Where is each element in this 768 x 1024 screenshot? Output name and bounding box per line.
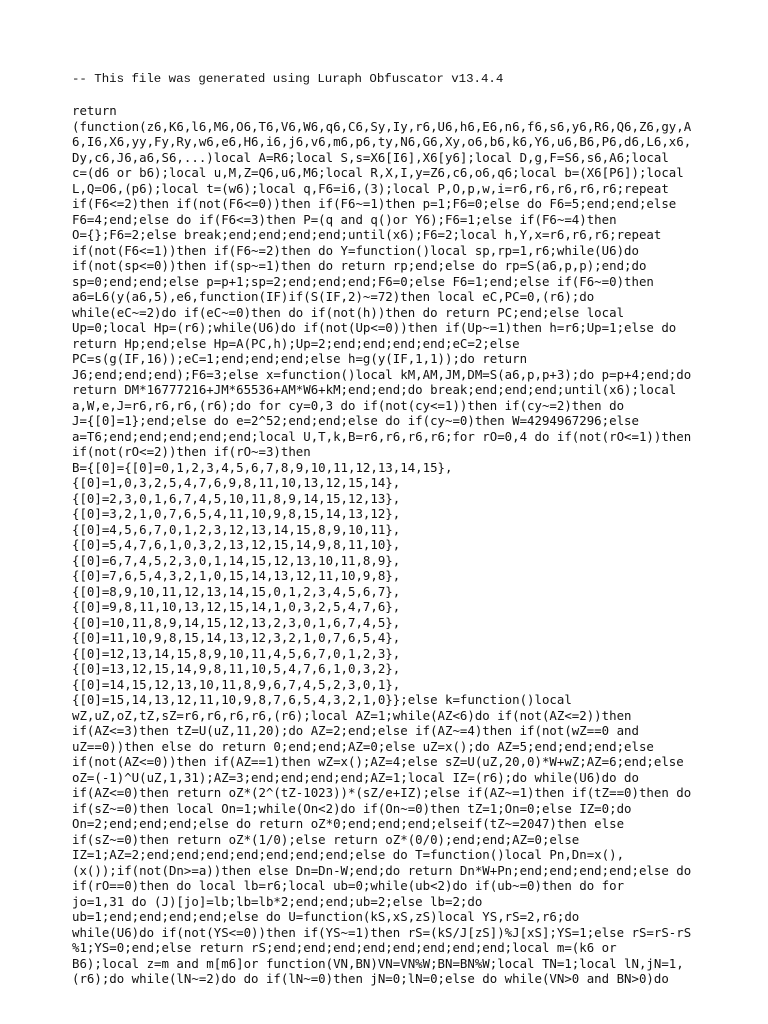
code-line: O={};F6=2;else break;end;end;end;end;until(x6);F6=2;local h,Y,x=r6,r6,r6;repeat: [72, 227, 662, 242]
code-line: {[0]=9,8,11,10,13,12,15,14,1,0,3,2,5,4,7,6},: [72, 599, 401, 614]
code-line: On=2;end;end;end;else do return oZ*0;end;end;end;elseif(tZ~=2047)then else: [72, 816, 625, 831]
code-line: {[0]=7,6,5,4,3,2,1,0,15,14,13,12,11,10,9,8},: [72, 568, 401, 583]
code-line: (r6);do while(lN~=2)do do if(lN~=0)then jN=0;lN=0;else do while(VN>0 and BN>0)do: [72, 971, 669, 986]
code-line: if(sZ~=0)then local On=1;while(On<2)do if(On~=0)then tZ=1;On=0;else IZ=0;do: [72, 800, 632, 816]
code-line: if(rO==0)then do local lb=r6;local ub=0;while(ub<2)do if(ub~=0)then do for: [72, 878, 625, 893]
code-line: {[0]=6,7,4,5,2,3,0,1,14,15,12,13,10,11,8,9},: [72, 552, 401, 568]
code-line: if(not(sp<=0))then if(sp~=1)then do return rp;end;else do rp=S(a6,p,p);end;do: [72, 258, 647, 273]
code-line: B={[0]={[0]=0,1,2,3,4,5,6,7,8,9,10,11,12,13,14,15},: [72, 459, 453, 475]
code-line: {[0]=10,11,8,9,14,15,12,13,2,3,0,1,6,7,4,5},: [72, 614, 401, 630]
code-line: {[0]=3,2,1,0,7,6,5,4,11,10,9,8,15,14,13,12},: [72, 506, 401, 521]
code-line: (x());if(not(Dn>=a))then else Dn=Dn-W;end;do return Dn*W+Pn;end;end;end;end;else do: [72, 862, 692, 878]
code-line: PC=s(g(IF,16));eC=1;end;end;end;else h=g(y(IF,1,1));do return: [72, 351, 528, 366]
code-line: wZ,uZ,oZ,tZ,sZ=r6,r6,r6,r6,(r6);local AZ=1;while(AZ<6)do if(not(AZ<=2))then: [72, 707, 632, 723]
code-line: a=T6;end;end;end;end;end;local U,T,k,B=r6,r6,r6,r6;for rO=0,4 do if(not(rO<=1))then: [72, 428, 692, 444]
code-line: if(sZ~=0)then return oZ*(1/0);else return oZ*(0/0);end;end;AZ=0;else: [72, 831, 580, 847]
code-line: {[0]=12,13,14,15,8,9,10,11,4,5,6,7,0,1,2,3},: [72, 645, 401, 661]
code-line: J={[0]=1};end;else do e=2^52;end;end;else do if(cy~=0)then W=4294967296;else: [72, 413, 639, 428]
code-line: while(eC~=2)do if(eC~=0)then do if(not(h))then do return PC;end;else local: [72, 304, 625, 320]
obfuscated-code-block: [72, 103, 708, 987]
code-line: {[0]=1,0,3,2,5,4,7,6,9,8,11,10,13,12,15,14},: [72, 475, 401, 490]
code-line: jo=1,31 do (J)[jo]=lb;lb=lb*2;end;end;ub=2;else lb=2;do: [72, 893, 483, 909]
code-line: {[0]=15,14,13,12,11,10,9,8,7,6,5,4,3,2,1,0}};else k=function()local: [72, 692, 572, 707]
code-line: if(AZ<=3)then tZ=U(uZ,11,20);do AZ=2;end;else if(AZ~=4)then if(not(wZ==0 and: [72, 723, 639, 738]
code-line: {[0]=4,5,6,7,0,1,2,3,12,13,14,15,8,9,10,11},: [72, 521, 401, 537]
code-line: if(not(rO<=2))then if(rO~=3)then: [72, 444, 311, 459]
code-line: if(F6<=2)then if(not(F6<=0))then if(F6~=1)then p=1;F6=0;else do F6=5;end;end;else: [72, 196, 677, 211]
document-page: [72, 72, 708, 987]
code-line: uZ==0))then else do return 0;end;end;AZ=0;else uZ=x();do AZ=5;end;end;end;else: [72, 738, 654, 754]
code-line: IZ=1;AZ=2;end;end;end;end;end;end;end;else do T=function()local Pn,Dn=x(),: [72, 847, 625, 862]
code-line: a6=L6(y(a6,5),e6,function(IF)if(S(IF,2)~=72)then local eC,PC=0,(r6);do: [72, 289, 595, 304]
code-line: L,Q=O6,(p6);local t=(w6);local q,F6=i6,(3);local P,O,p,w,i=r6,r6,r6,r6,r6;repeat: [72, 180, 669, 196]
code-line: Dy,c6,J6,a6,S6,...)local A=R6;local S,s=X6[I6],X6[y6];local D,g,F=S6,s6,A6;local: [72, 149, 669, 165]
code-line: Up=0;local Hp=(r6);while(U6)do if(not(Up<=0))then if(Up~=1)then h=r6;Up=1;else do: [72, 320, 677, 335]
code-line: F6=4;end;else do if(F6<=3)then P=(q and q()or Y6);F6=1;else if(F6~=4)then: [72, 211, 617, 227]
code-line: {[0]=8,9,10,11,12,13,14,15,0,1,2,3,4,5,6,7},: [72, 583, 401, 599]
code-line: {[0]=13,12,15,14,9,8,11,10,5,4,7,6,1,0,3,2},: [72, 661, 401, 676]
file-header-comment: -- This file was generated using Luraph Obfuscator v13.4.4: [72, 72, 504, 86]
code-line: return DM*16777216+JM*65536+AM*W6+kM;end;end;do break;end;end;end;until(x6);local: [72, 382, 677, 397]
code-line: {[0]=14,15,12,13,10,11,8,9,6,7,4,5,2,3,0,1},: [72, 676, 401, 692]
code-line: {[0]=5,4,7,6,1,0,3,2,13,12,15,14,9,8,11,10},: [72, 537, 401, 552]
code-line: return Hp;end;else Hp=A(PC,h);Up=2;end;end;end;end;eC=2;else: [72, 335, 520, 351]
code-line: if(not(AZ<=0))then if(AZ==1)then wZ=x();AZ=4;else sZ=U(uZ,20,0)*W+wZ;AZ=6;end;else: [72, 754, 684, 769]
code-line: %1;YS=0;end;else return rS;end;end;end;end;end;end;end;end;local m=(k6 or: [72, 940, 617, 955]
code-line: c=(d6 or b6);local u,M,Z=Q6,u6,M6;local R,X,I,y=Z6,c6,o6,q6;local b=(X6[P6]);local: [72, 165, 684, 180]
code-line: (function(z6,K6,l6,M6,O6,T6,V6,W6,q6,C6,Sy,Iy,r6,U6,h6,E6,n6,f6,s6,y6,R6,Q6,Z6,gy,A: [72, 118, 692, 134]
code-line: sp=0;end;end;else p=p+1;sp=2;end;end;end;F6=0;else F6=1;end;else if(F6~=0)then: [72, 273, 654, 289]
code-line: while(U6)do if(not(YS<=0))then if(YS~=1)then rS=(kS/J[zS])%J[xS];YS=1;else rS=rS-rS: [72, 924, 692, 940]
code-line: ub=1;end;end;end;end;else do U=function(kS,xS,zS)local YS,rS=2,r6;do: [72, 909, 580, 924]
code-line: if(not(F6<=1))then if(F6~=2)then do Y=function()local sp,rp=1,r6;while(U6)do: [72, 242, 639, 258]
code-line: 6,I6,X6,yy,Fy,Ry,w6,e6,H6,i6,j6,v6,m6,p6,ty,N6,G6,Xy,o6,b6,k6,Y6,u6,B6,P6,d6,L6,x6,: [72, 134, 692, 149]
code-line: oZ=(-1)^U(uZ,1,31);AZ=3;end;end;end;end;AZ=1;local IZ=(r6);do while(U6)do do: [72, 769, 639, 785]
code-line: J6;end;end;end);F6=3;else x=function()local kM,AM,JM,DM=S(a6,p,p+3);do p=p+4;end;do: [72, 366, 692, 382]
code-line: {[0]=2,3,0,1,6,7,4,5,10,11,8,9,14,15,12,13},: [72, 490, 401, 506]
code-line: return: [72, 103, 117, 118]
code-line: a,W,e,J=r6,r6,r6,(r6);do for cy=0,3 do if(not(cy<=1))then if(cy~=2)then do: [72, 397, 625, 413]
code-line: {[0]=11,10,9,8,15,14,13,12,3,2,1,0,7,6,5,4},: [72, 630, 401, 645]
code-line: B6);local z=m and m[m6]or function(VN,BN)VN=VN%W;BN=BN%W;local TN=1;local lN,jN=1,: [72, 955, 684, 971]
code-line: if(AZ<=0)then return oZ*(2^(tZ-1023))*(sZ/e+IZ);else if(AZ~=1)then if(tZ==0)then do: [72, 785, 692, 800]
